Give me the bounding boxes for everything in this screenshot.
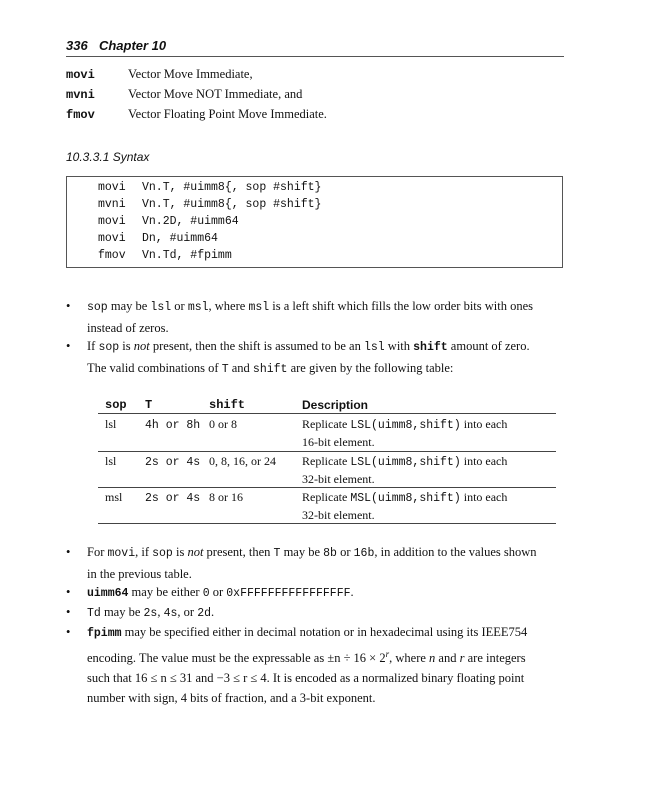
table-cell-sop: msl [105,490,123,504]
instruction-description: Vector Move Immediate, [128,67,253,81]
bullet-marker: • [66,299,71,313]
bullet-marker: • [66,585,71,599]
instruction-row [66,106,327,122]
table-header-t: T [145,398,153,412]
bullet-marker: • [66,545,71,559]
table-cell-t: 2s or 4s [145,492,201,505]
instruction-mnemonic: movi [66,68,95,82]
syntax-args: Vn.Td, #fpimm [142,249,232,262]
bullet-marker: • [66,339,71,353]
table-cell-shift: 0 or 8 [209,417,237,431]
table-cell-description: Replicate LSL(uimm8,shift) into each 16-bit element. [302,417,508,449]
syntax-args: Vn.T, #uimm8{, sop #shift} [142,181,322,194]
syntax-op: mvni [98,198,126,211]
table-header-rule [98,413,556,414]
instruction-row [66,86,302,102]
instruction-mnemonic: mvni [66,88,95,102]
instruction-description: Vector Move NOT Immediate, and [128,87,303,101]
bullet-text: For movi, if sop is not present, then T may be 8b or 16b, in addition to the values shown in the previous table. [87,545,537,581]
syntax-op: movi [98,215,126,228]
bullet-text: sop may be lsl or msl, where msl is a left shift which fills the low order bits with ones instead of zeros. [87,299,534,335]
syntax-args: Vn.T, #uimm8{, sop #shift} [142,198,322,211]
bullet-text: If sop is not present, then the shift is assumed to be an lsl with shift amount of zero. The valid combinations of T and shift are given by the following table: [87,339,530,376]
bullet-text: Td may be 2s, 4s, or 2d. [87,605,215,620]
table-cell-t: 2s or 4s [145,456,201,469]
syntax-line [98,214,239,230]
syntax-args: Dn, #uimm64 [142,232,218,245]
chapter-title: Chapter 10 [98,38,167,53]
table-header-description: Description [302,398,369,412]
section-heading: 10.3.3.1 Syntax [66,150,150,164]
running-head [66,38,564,57]
instruction-description: Vector Floating Point Move Immediate. [128,107,327,121]
table-cell-shift: 8 or 16 [209,490,243,504]
table-row-rule [98,487,556,488]
syntax-op: fmov [98,249,126,262]
table-row-rule [98,451,556,452]
table-header-shift: shift [209,398,246,412]
table-cell-t: 4h or 8h [145,419,201,432]
table-cell-description: Replicate LSL(uimm8,shift) into each 32-bit element. [302,454,508,486]
syntax-line [98,180,321,196]
table-bottom-rule [98,523,556,524]
bullet-marker: • [66,605,71,619]
bullet-text: uimm64 may be either 0 or 0xFFFFFFFFFFFFFFFF. [87,585,354,600]
syntax-line [98,197,321,213]
syntax-args: Vn.2D, #uimm64 [142,215,239,228]
syntax-line [98,231,218,247]
syntax-op: movi [98,181,126,194]
table-cell-sop: lsl [105,417,117,431]
page-number: 336 [66,38,88,53]
syntax-op: movi [98,232,126,245]
table-header-sop: sop [105,398,127,412]
table-cell-sop: lsl [105,454,117,468]
instruction-row [66,66,253,82]
syntax-box [66,176,563,268]
instruction-mnemonic: fmov [66,108,95,122]
bullet-marker: • [66,625,71,639]
table-cell-shift: 0, 8, 16, or 24 [209,454,276,468]
bullet-text: fpimm may be specified either in decimal notation or in hexadecimal using its IEEE754 encoding. The value must be the expressable as $\pm n \div 16 \times 2^r$, where n and r are integers such that 16 ≤ n ≤ 31 and −3 ≤ r ≤ 4. It is encoded as a normalized binary floating point number with sign, 4 bits of fraction, and a 3-bit exponent. [87,625,528,706]
table-cell-description: Replicate MSL(uimm8,shift) into each 32-bit element. [302,490,508,522]
syntax-line [98,248,232,264]
